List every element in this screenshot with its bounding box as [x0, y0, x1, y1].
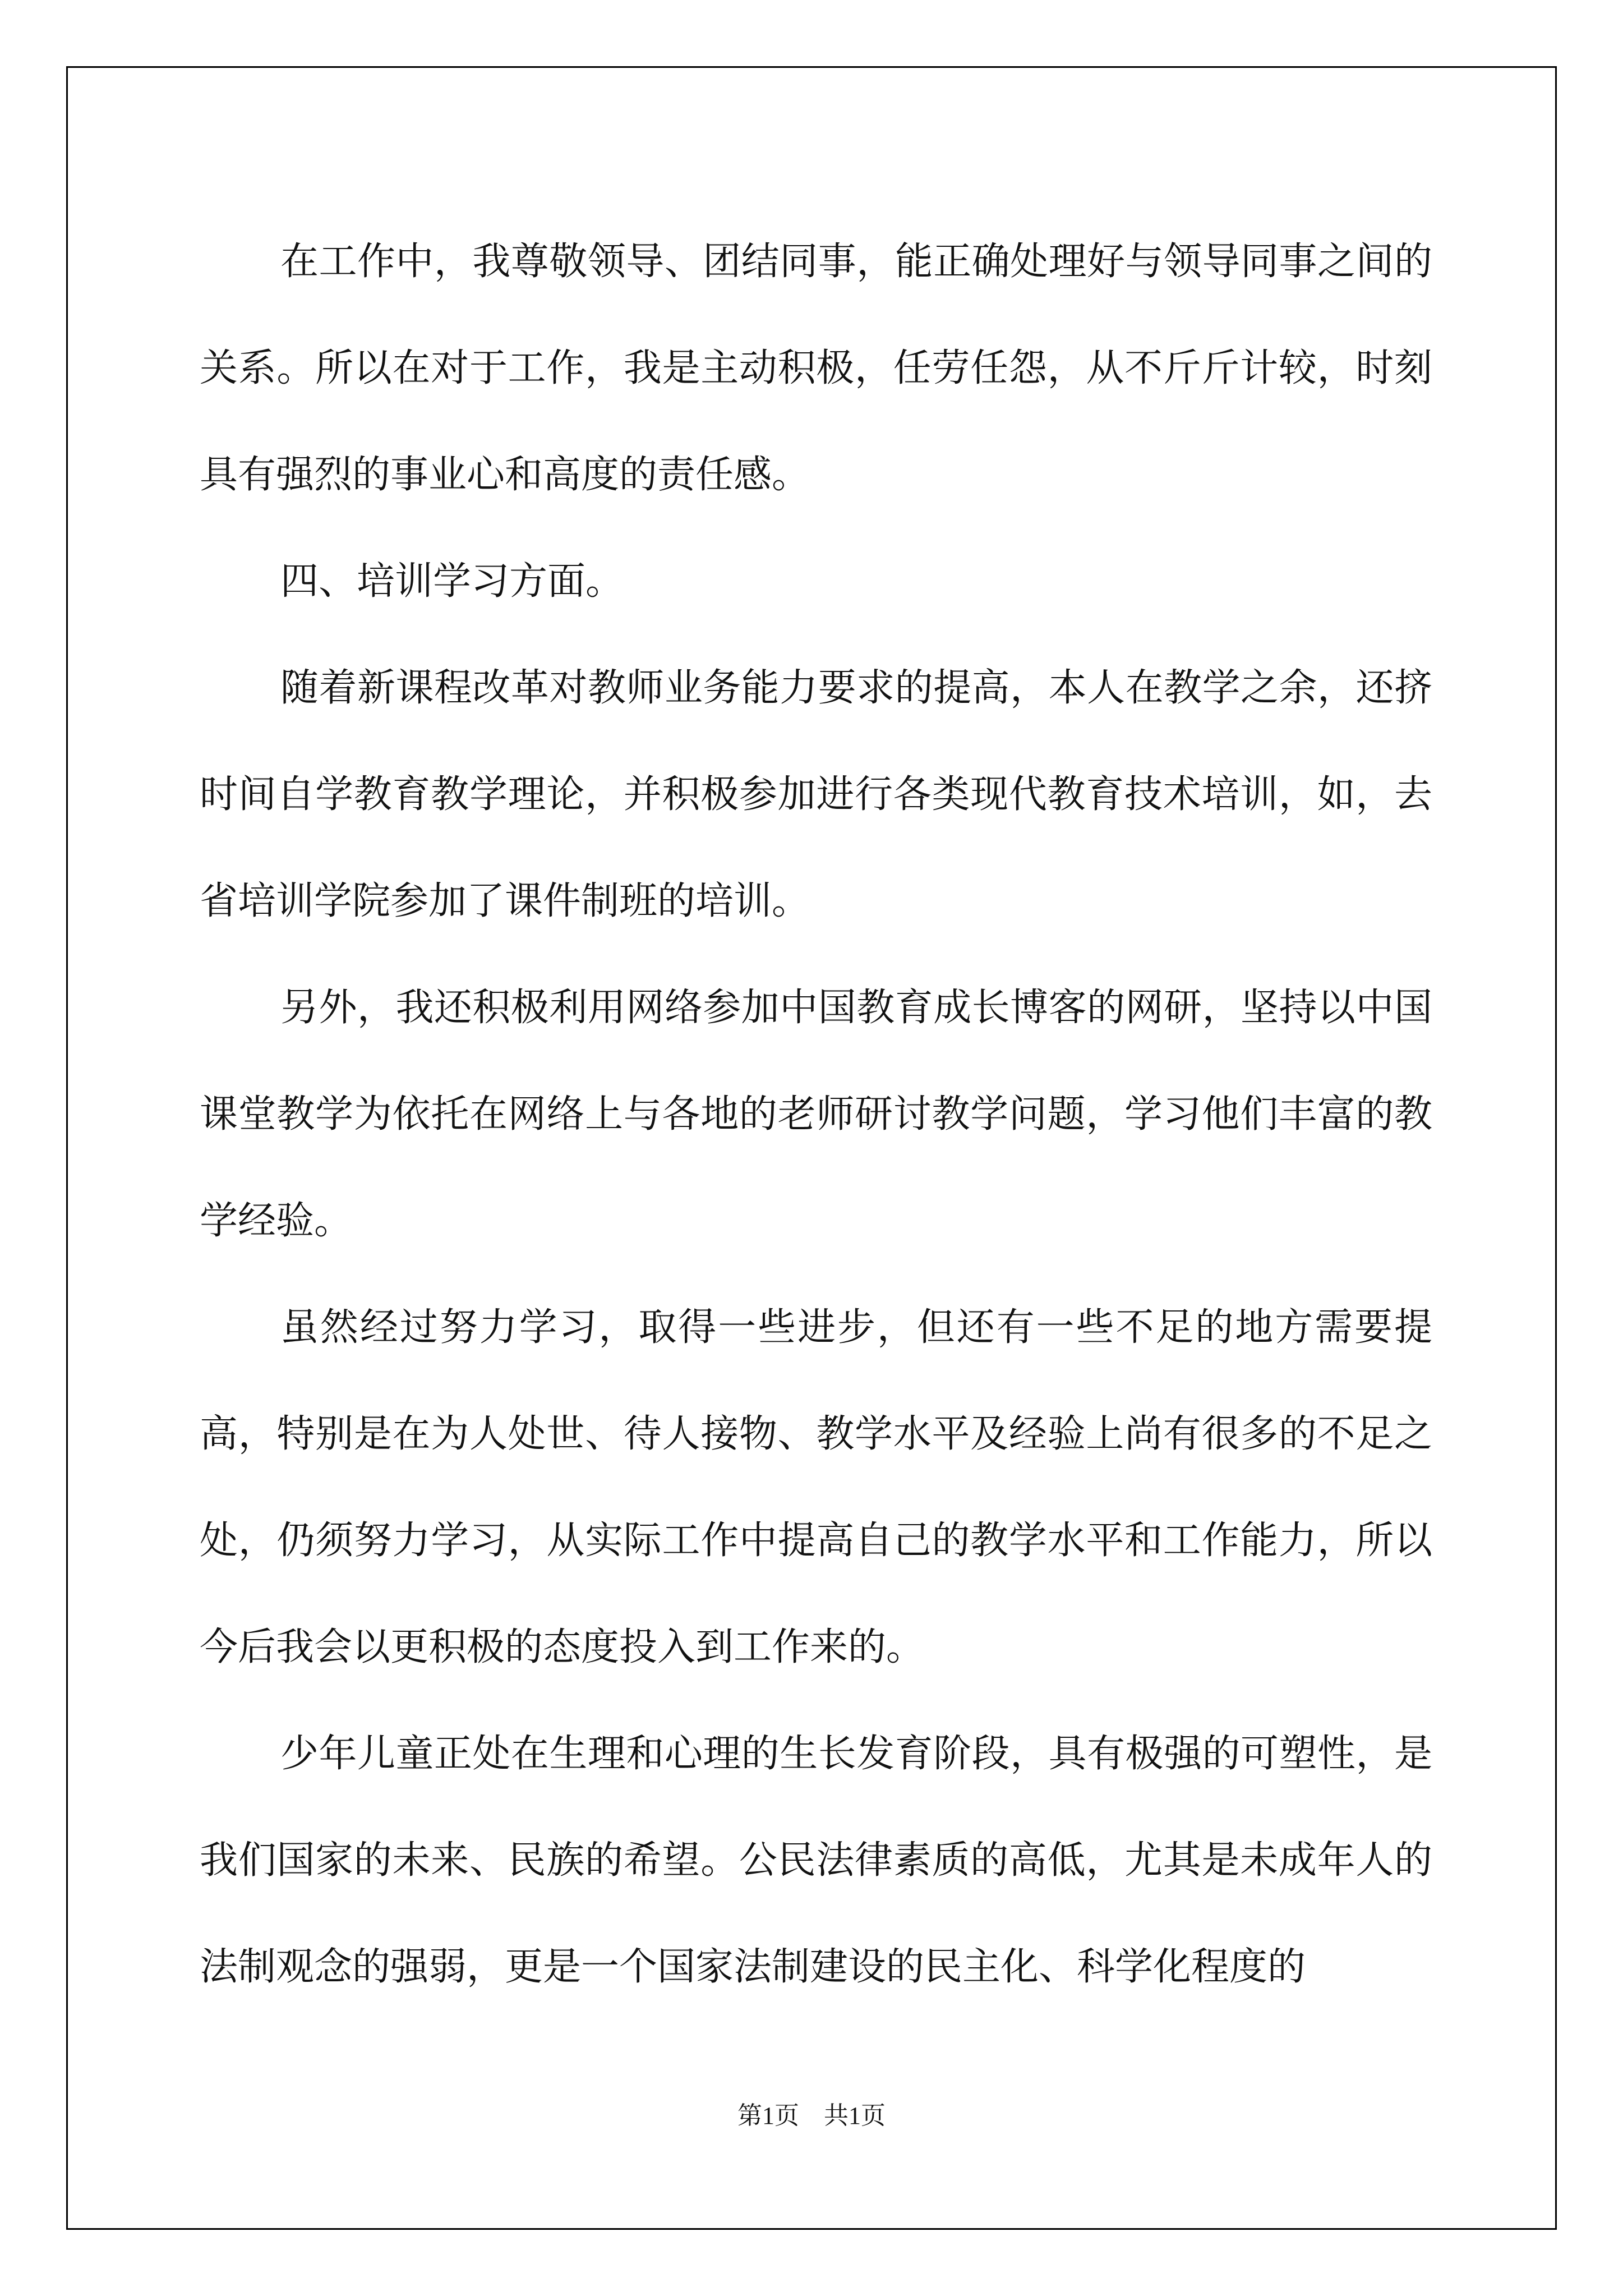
paragraph-shortcomings: 虽然经过努力学习，取得一些进步，但还有一些不足的地方需要提高，特别是在为人处世、待人接物、教学水平及经验上尚有很多的不足之处，仍须努力学习，从实际工作中提高自己的教学水平和工作能力，所以今后我会以更积极的态度投入到工作来的。	[200, 1305, 1432, 1669]
paragraph-self-study: 随着新课程改革对教师业务能力要求的提高，本人在教学之余，还挤时间自学教育教学理论，并积极参加进行各类现代教育技术培训，如，去省培训学院参加了课件制班的培训。	[200, 666, 1432, 923]
paragraph-colleague-relations: 在工作中，我尊敬领导、团结同事，能正确处理好与领导同事之间的关系。所以在对于工作，我是主动积极，任劳任怨，从不斤斤计较，时刻具有强烈的事业心和高度的责任感。	[200, 240, 1432, 497]
document-body	[200, 209, 1432, 2021]
paragraph-youth-legal-education: 少年儿童正处在生理和心理的生长发育阶段，具有极强的可塑性，是我们国家的未来、民族的希望。公民法律素质的高低，尤其是未成年人的法制观念的强弱，更是一个国家法制建设的民主化、科学化程度的	[200, 1732, 1432, 1989]
paragraph-online-research: 另外，我还积极利用网络参加中国教育成长博客的网研，坚持以中国课堂教学为依托在网络上与各地的老师研讨教学问题，学习他们丰富的教学经验。	[200, 986, 1432, 1243]
section-heading-training: 四、培训学习方面。	[280, 559, 624, 604]
page-number-footer: 第1页 共1页	[737, 2102, 886, 2129]
